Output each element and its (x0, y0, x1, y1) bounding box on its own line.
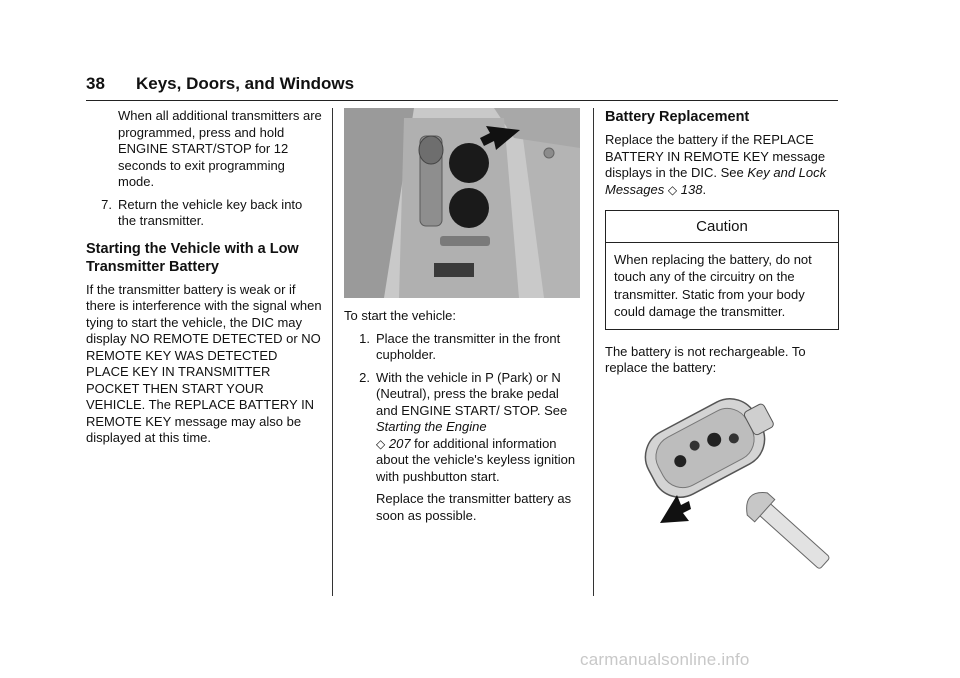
page-ref[interactable]: 207 (388, 435, 411, 451)
body-a: Replace the battery if the REPLACE BATTERY IN REMOTE KEY message displays in the DIC. See (605, 132, 826, 180)
watermark: carmanualsonline.info (580, 650, 750, 669)
column-divider-2 (593, 108, 594, 596)
continued-paragraph: When all additional transmitters are programmed, press and hold ENGINE START/STOP for 12 seconds to exit programming mode. (118, 108, 322, 189)
column-3 (605, 108, 839, 583)
step-2-note: Replace the transmitter battery as soon as possible. (376, 491, 572, 523)
step-text: Return the vehicle key back into the transmitter. (118, 196, 303, 228)
start-intro: To start the vehicle: (344, 308, 456, 323)
step-7 (86, 197, 322, 230)
caution-box (605, 210, 839, 330)
battery-replacement-paragraph (605, 132, 839, 198)
step-number: 7. (101, 196, 112, 212)
step-number: 1. (359, 330, 370, 346)
section-title: Keys, Doors, and Windows (136, 74, 355, 93)
step-text: Place the transmitter in the front cupholder. (376, 330, 561, 362)
starting-engine-link[interactable]: Starting the Engine (376, 419, 487, 434)
cupholder-photo (344, 108, 580, 298)
low-battery-heading: Starting the Vehicle with a Low Transmitter Battery (86, 240, 299, 275)
body-b: . (702, 181, 707, 197)
caution-title: Caution (606, 211, 838, 243)
page-ref[interactable]: 138 (680, 181, 703, 197)
reference-icon: ◇ (376, 436, 386, 451)
key-lock-messages-link[interactable]: Key and Lock Messages (605, 165, 827, 197)
step-2 (344, 370, 580, 486)
key-fob-illustration (605, 383, 839, 583)
step-number: 2. (359, 369, 370, 385)
step-text-a: With the vehicle in P (Park) or N (Neutral), press the brake pedal and ENGINE START/ STOP. See (376, 369, 568, 418)
not-rechargeable-paragraph: The battery is not rechargeable. To replace the battery: (605, 343, 806, 375)
column-1 (86, 108, 322, 453)
column-divider-1 (332, 108, 333, 596)
caution-text: When replacing the battery, do not touch any of the circuitry on the transmitter. Static from your body could damage the transmitter. (614, 251, 812, 319)
step-text (376, 370, 580, 486)
page-number: 38 (86, 74, 105, 93)
battery-replacement-heading: Battery Replacement (605, 109, 750, 125)
step-text-b: for additional information about the vehicle's keyless ignition with pushbutton start. (376, 435, 576, 484)
low-battery-paragraph: If the transmitter battery is weak or if there is interference with the signal when tying to start the vehicle, the DIC may display NO REMOTE DETECTED or NO REMOTE KEY WAS DETECTED PLACE KEY IN TRANSMITTER POCKET THEN START YOUR VEHICLE. The REPLACE BATTERY IN REMOTE KEY message may also be displayed at this time. (86, 281, 322, 445)
page-header (86, 70, 838, 101)
reference-icon: ◇ (667, 182, 678, 197)
column-2 (344, 108, 580, 530)
step-1 (344, 331, 580, 364)
